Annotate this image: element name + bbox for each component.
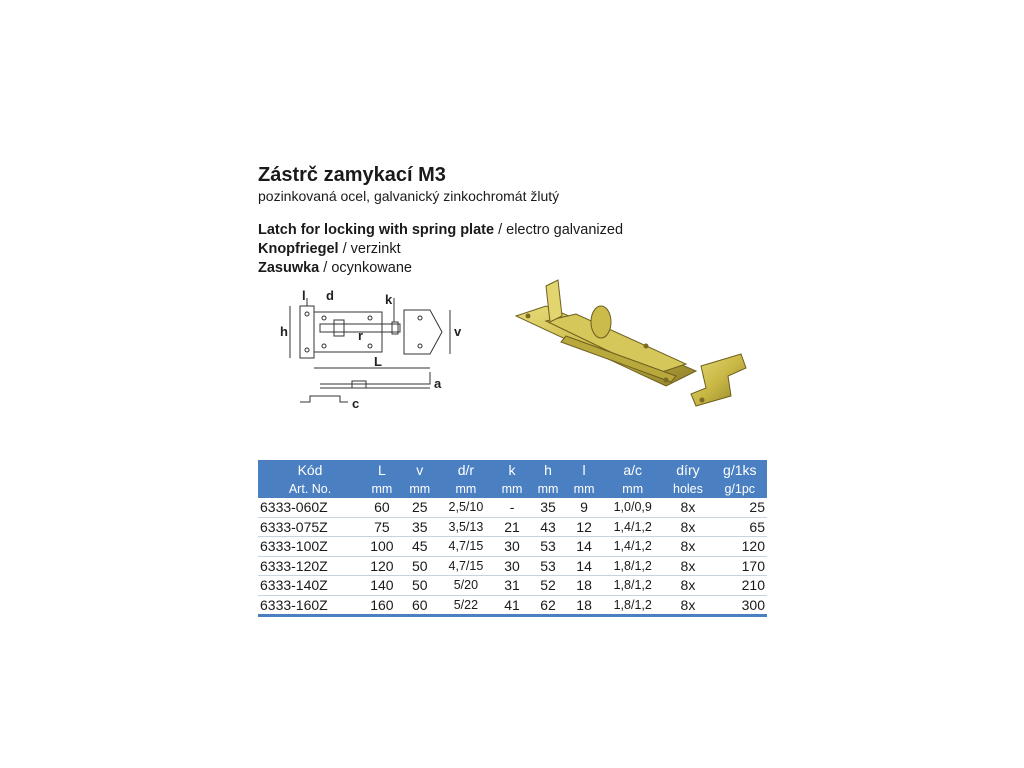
col-header: k (494, 460, 530, 479)
table-row (258, 556, 767, 576)
table-header-row (258, 460, 767, 479)
drawing-plate-left (300, 306, 314, 358)
table-cell: 4,7/15 (438, 556, 494, 576)
table-cell: 30 (494, 556, 530, 576)
table-cell: 4,7/15 (438, 537, 494, 557)
table-cell: 53 (530, 537, 566, 557)
table-cell: 53 (530, 556, 566, 576)
table-cell: 60 (362, 498, 402, 517)
table-row (258, 517, 767, 537)
table-cell: 25 (402, 498, 438, 517)
table-cell: 140 (362, 576, 402, 596)
col-header: g/1ks (713, 460, 767, 479)
label-c: c (352, 396, 360, 408)
table-cell: 21 (494, 517, 530, 537)
drawing-hole (322, 344, 326, 348)
table-cell: 30 (494, 537, 530, 557)
table-unit-row (258, 479, 767, 498)
drawing-knob (334, 320, 344, 336)
table-cell: 3,5/13 (438, 517, 494, 537)
table-cell: 6333-075Z (258, 517, 362, 537)
col-unit: mm (566, 479, 602, 498)
col-unit: g/1pc (713, 479, 767, 498)
col-unit: mm (602, 479, 663, 498)
translation-en: Latch for locking with spring plate / electro galvanized (258, 222, 624, 238)
table-cell: 6333-060Z (258, 498, 362, 517)
col-unit: holes (663, 479, 712, 498)
table-cell: 18 (566, 595, 602, 616)
drawing-profile-top (320, 372, 430, 388)
col-header: l (566, 460, 602, 479)
table-cell: 31 (494, 576, 530, 596)
table-cell: 5/22 (438, 595, 494, 616)
table-cell: 1,8/1,2 (602, 576, 663, 596)
table-cell: 1,4/1,2 (602, 517, 663, 537)
drawing-hole (322, 316, 326, 320)
col-header: díry (663, 460, 712, 479)
table-cell: 50 (402, 556, 438, 576)
table-cell: 1,0/0,9 (602, 498, 663, 517)
table-cell: 25 (713, 498, 767, 517)
table-cell: 8x (663, 595, 712, 616)
label-L: L (374, 354, 382, 369)
col-unit: mm (362, 479, 402, 498)
table-cell: 12 (566, 517, 602, 537)
table-body (258, 498, 767, 616)
label-l: l (302, 288, 306, 303)
table-cell: 8x (663, 537, 712, 557)
label-v: v (454, 324, 462, 339)
col-unit: Art. No. (258, 479, 362, 498)
table-cell: 45 (402, 537, 438, 557)
translation-pl: Zasuwka / ocynkowane (258, 260, 412, 276)
table-row (258, 576, 767, 596)
table-cell: 8x (663, 517, 712, 537)
table-cell: 170 (713, 556, 767, 576)
table-cell: 60 (402, 595, 438, 616)
table-cell: 1,8/1,2 (602, 556, 663, 576)
col-unit: mm (530, 479, 566, 498)
product-subtitle: pozinkovaná ocel, galvanický zinkochromát žlutý (258, 188, 560, 204)
photo-bolt-knob (591, 306, 611, 338)
table-cell: 18 (566, 576, 602, 596)
table-cell: 100 (362, 537, 402, 557)
photo-keeper (691, 354, 746, 406)
table-cell: 1,4/1,2 (602, 537, 663, 557)
table-cell: 35 (530, 498, 566, 517)
table-cell: 8x (663, 498, 712, 517)
col-unit: mm (402, 479, 438, 498)
label-r: r (358, 328, 364, 343)
col-unit: mm (438, 479, 494, 498)
table-cell: 35 (402, 517, 438, 537)
drawing-hole (418, 344, 422, 348)
table-cell: 6333-120Z (258, 556, 362, 576)
photo-hole (526, 314, 531, 319)
table-cell: 14 (566, 556, 602, 576)
table-cell: 1,8/1,2 (602, 595, 663, 616)
table-cell: 50 (402, 576, 438, 596)
table-row (258, 595, 767, 616)
drawing-hole (305, 348, 309, 352)
table-row (258, 537, 767, 557)
table-cell: 8x (663, 556, 712, 576)
table-cell: 5/20 (438, 576, 494, 596)
figures (258, 288, 768, 443)
table-cell: 75 (362, 517, 402, 537)
translations (258, 221, 768, 278)
translation-de: Knopfriegel / verzinkt (258, 241, 401, 257)
label-k: k (385, 292, 393, 307)
table-cell: 300 (713, 595, 767, 616)
photo-hole (700, 398, 705, 403)
table-cell: 14 (566, 537, 602, 557)
table-cell: 2,5/10 (438, 498, 494, 517)
table-cell: 41 (494, 595, 530, 616)
label-a: a (434, 376, 442, 391)
table-cell: 6333-100Z (258, 537, 362, 557)
table-cell: 120 (713, 537, 767, 557)
col-header: Kód (258, 460, 362, 479)
col-header: d/r (438, 460, 494, 479)
col-header: a/c (602, 460, 663, 479)
specification-table (258, 460, 767, 617)
table-cell: 43 (530, 517, 566, 537)
col-unit: mm (494, 479, 530, 498)
table-cell: 120 (362, 556, 402, 576)
table-row (258, 498, 767, 517)
label-h: h (280, 324, 288, 339)
drawing-profile-keeper (300, 396, 348, 402)
table-cell: 160 (362, 595, 402, 616)
product-title: Zástrč zamykací M3 (258, 164, 446, 186)
drawing-hole (305, 312, 309, 316)
drawing-hole (368, 316, 372, 320)
drawing-keeper (404, 310, 442, 354)
table-cell: 6333-160Z (258, 595, 362, 616)
product-photo (506, 276, 756, 426)
drawing-hole (418, 316, 422, 320)
table-cell: 210 (713, 576, 767, 596)
photo-hole (664, 378, 669, 383)
table-cell: 65 (713, 517, 767, 537)
table-cell: 52 (530, 576, 566, 596)
product-sheet (258, 163, 768, 613)
technical-drawing (280, 288, 480, 408)
label-d: d (326, 288, 334, 303)
drawing-hole (368, 344, 372, 348)
table-cell: 62 (530, 595, 566, 616)
table-cell: 9 (566, 498, 602, 517)
table-cell: 6333-140Z (258, 576, 362, 596)
col-header: L (362, 460, 402, 479)
table-cell: 8x (663, 576, 712, 596)
table-cell: - (494, 498, 530, 517)
col-header: v (402, 460, 438, 479)
col-header: h (530, 460, 566, 479)
photo-hole (644, 344, 649, 349)
